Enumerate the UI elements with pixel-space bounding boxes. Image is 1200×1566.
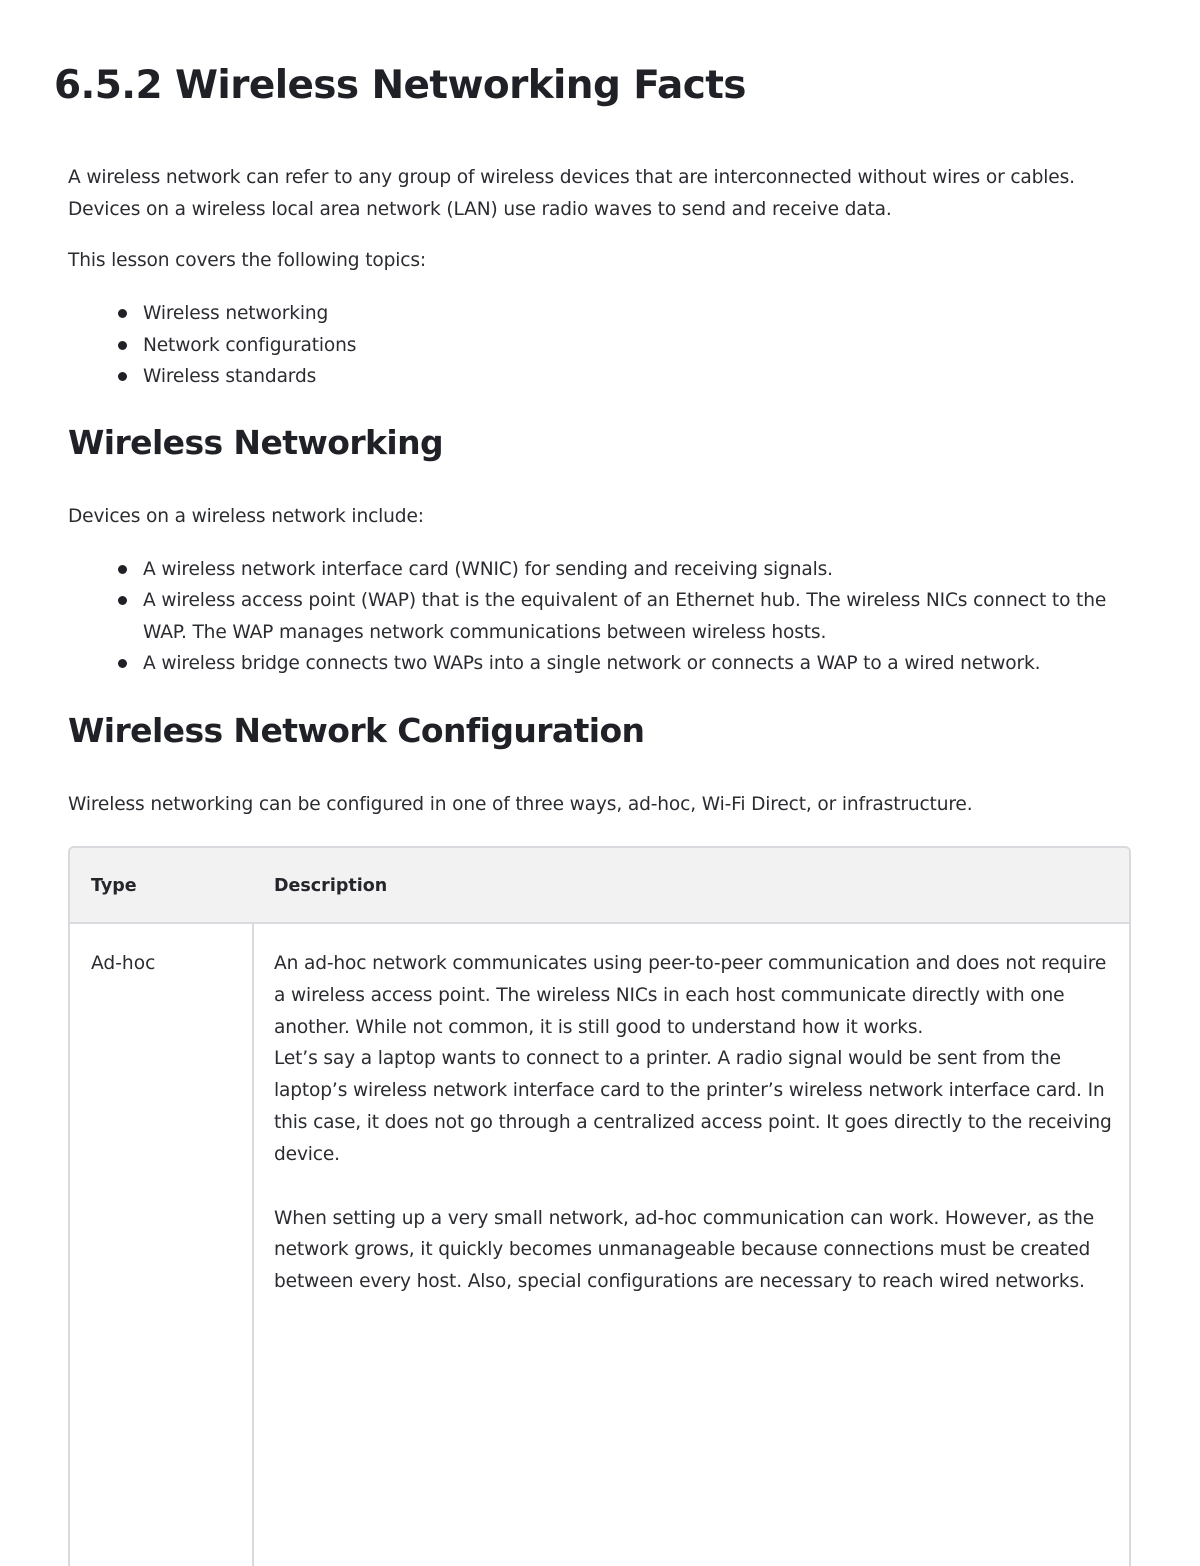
column-header-description: Description [274, 876, 388, 896]
section-heading-wireless-networking: Wireless Networking [68, 422, 444, 462]
table-cell-type: Ad-hoc [91, 953, 156, 974]
list-item: A wireless network interface card (WNIC) for sending and receiving signals. [143, 554, 1132, 586]
list-item: A wireless bridge connects two WAPs into a single network or connects a WAP to a wired network. [143, 648, 1132, 680]
list-item: Wireless standards [143, 361, 1132, 393]
configuration-table [68, 846, 1131, 1566]
column-header-type: Type [91, 876, 137, 896]
topics-list [68, 298, 1132, 393]
table-header-row [70, 848, 1129, 924]
page-title: 6.5.2 Wireless Networking Facts [54, 63, 746, 108]
list-item: Network configurations [143, 330, 1132, 362]
devices-lead: Devices on a wireless network include: [68, 505, 424, 527]
description-paragraph: When setting up a very small network, ad-hoc communication can work. However, as the network grows, it quickly becomes unmanageable because connections must be created between every host. Also, special configurations are necessary to reach wired networks. [274, 1207, 1095, 1293]
list-item: Wireless networking [143, 298, 1132, 330]
configuration-lead: Wireless networking can be configured in one of three ways, ad-hoc, Wi-Fi Direct, or infrastructure. [68, 793, 973, 815]
list-item: A wireless access point (WAP) that is the equivalent of an Ethernet hub. The wireless NICs connect to the WAP. The WAP manages network communications between wireless hosts. [143, 585, 1132, 648]
topics-lead: This lesson covers the following topics: [68, 250, 426, 271]
article-body [68, 162, 1132, 842]
section-heading-network-configuration: Wireless Network Configuration [68, 710, 645, 750]
column-divider [252, 848, 254, 1566]
description-paragraph: An ad-hoc network communicates using peer-to-peer communication and does not require a wireless access point. The wireless NICs in each host communicate directly with one another. While not common, it is still good to understand how it works. [274, 953, 1107, 1038]
description-paragraph: Let’s say a laptop wants to connect to a printer. A radio signal would be sent from the laptop’s wireless network interface card to the printer’s wireless network interface card. In this case, it does not go through a centralized access point. It goes directly to the receiving device. [274, 1048, 1112, 1165]
devices-list [68, 554, 1132, 680]
intro-paragraph: A wireless network can refer to any group of wireless devices that are interconnected without wires or cables. Devices on a wireless local area network (LAN) use radio waves to send and receive data. [68, 167, 1075, 220]
table-cell-description [274, 948, 1114, 1298]
